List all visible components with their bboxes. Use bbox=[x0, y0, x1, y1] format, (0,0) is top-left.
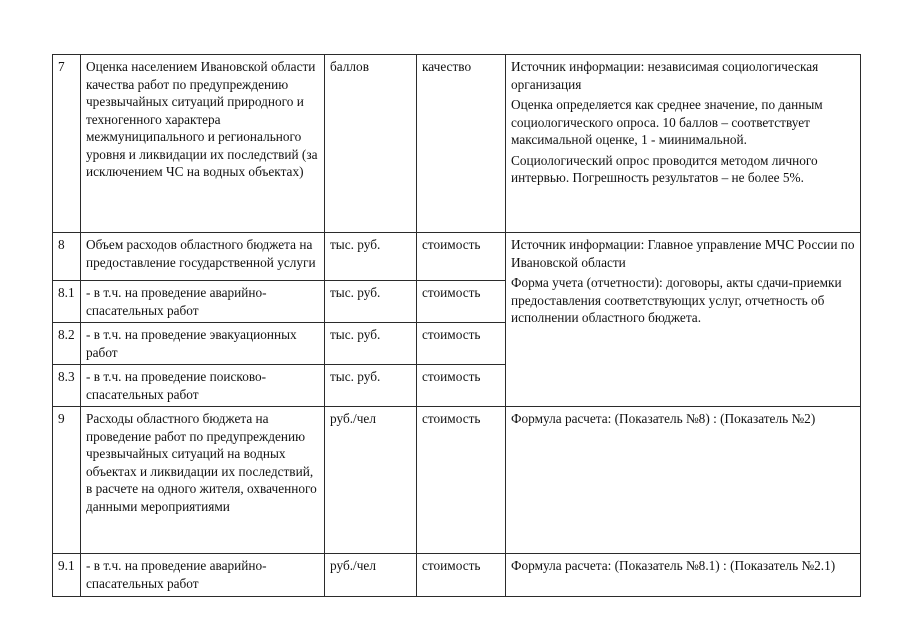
indicator-type: стоимость bbox=[417, 365, 506, 407]
indicator-type: стоимость bbox=[417, 281, 506, 323]
row-number: 9.1 bbox=[53, 554, 81, 597]
row-number: 8.2 bbox=[53, 323, 81, 365]
description-paragraph: Формула расчета: (Показатель №8) : (Показатель №2) bbox=[511, 411, 816, 426]
unit-of-measure: тыс. руб. bbox=[325, 281, 417, 323]
indicator-type: стоимость bbox=[417, 233, 506, 281]
indicator-type: стоимость bbox=[417, 554, 506, 597]
row-number: 8.1 bbox=[53, 281, 81, 323]
table-row bbox=[53, 233, 861, 281]
calculation-method bbox=[506, 554, 861, 597]
calculation-method bbox=[506, 55, 861, 233]
row-number: 9 bbox=[53, 407, 81, 554]
calculation-method bbox=[506, 407, 861, 554]
indicator-name: Объем расходов областного бюджета на предоставление государственной услуги bbox=[81, 233, 325, 281]
row-number: 7 bbox=[53, 55, 81, 233]
row-number: 8.3 bbox=[53, 365, 81, 407]
unit-of-measure: баллов bbox=[325, 55, 417, 233]
description-paragraph: Оценка определяется как среднее значение, по данным социологического опроса. 10 баллов – соответствует максимальной оценке, 1 - миинимальной. bbox=[511, 97, 823, 147]
indicator-name: - в т.ч. на проведение аварийно-спасательных работ bbox=[81, 281, 325, 323]
unit-of-measure: руб./чел bbox=[325, 554, 417, 597]
description-paragraph: Источник информации: Главное управление МЧС России по Ивановской области bbox=[511, 237, 855, 270]
indicator-type: стоимость bbox=[417, 407, 506, 554]
indicator-name: - в т.ч. на проведение эвакуационных работ bbox=[81, 323, 325, 365]
calculation-method bbox=[506, 233, 861, 407]
table-row bbox=[53, 55, 861, 233]
indicator-type: качество bbox=[417, 55, 506, 233]
indicator-table bbox=[52, 54, 861, 597]
document-page bbox=[52, 54, 860, 597]
description-paragraph: Форма учета (отчетности): договоры, акты сдачи-приемки предоставления соответствующих услуг, отчетность об исполнении областного бюджета. bbox=[511, 275, 842, 325]
indicator-name: - в т.ч. на проведение поисково-спасательных работ bbox=[81, 365, 325, 407]
description-paragraph: Социологический опрос проводится методом личного интервью. Погрешность результатов – не более 5%. bbox=[511, 152, 818, 185]
table-row bbox=[53, 554, 861, 597]
description-paragraph: Источник информации: независимая социологическая организация bbox=[511, 59, 819, 92]
description-paragraph: Формула расчета: (Показатель №8.1) : (Показатель №2.1) bbox=[511, 558, 836, 573]
table-row bbox=[53, 407, 861, 554]
unit-of-measure: тыс. руб. bbox=[325, 365, 417, 407]
indicator-name: - в т.ч. на проведение аварийно-спасательных работ bbox=[81, 554, 325, 597]
unit-of-measure: руб./чел bbox=[325, 407, 417, 554]
unit-of-measure: тыс. руб. bbox=[325, 323, 417, 365]
row-number: 8 bbox=[53, 233, 81, 281]
unit-of-measure: тыс. руб. bbox=[325, 233, 417, 281]
indicator-type: стоимость bbox=[417, 323, 506, 365]
indicator-name: Расходы областного бюджета на проведение работ по предупреждению чрезвычайных ситуаций на водных объектах и ликвидации их последствий, в расчете на одного жителя, охваченного данными мероприятиями bbox=[81, 407, 325, 554]
indicator-name: Оценка населением Ивановской области качества работ по предупреждению чрезвычайных ситуаций природного и техногенного характера межмуниципального и регионального уровня и ликвидации их последствий (за исключением ЧС на водных объектах) bbox=[81, 55, 325, 233]
